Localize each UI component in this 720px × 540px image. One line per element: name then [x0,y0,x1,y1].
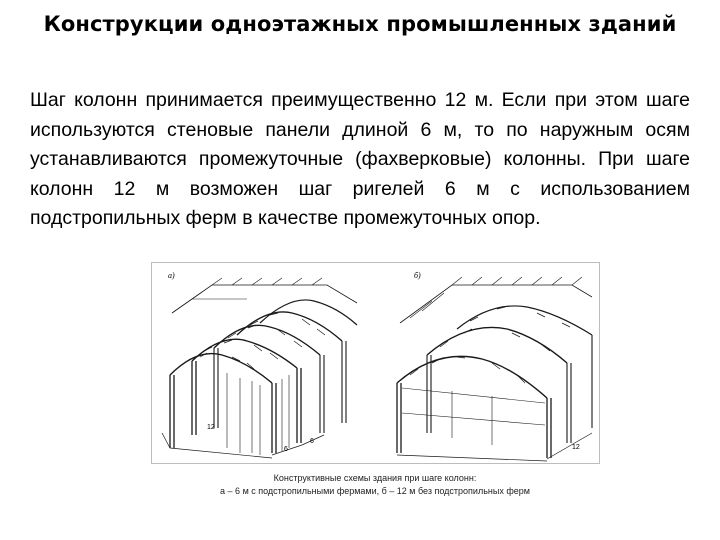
structural-schemes-figure [151,262,600,464]
caption-line-1: Конструктивные схемы здания при шаге колонн: [273,473,477,483]
dimension-6-second: 6 [310,438,314,445]
label-a: а) [168,271,175,280]
scheme-b [397,277,592,461]
figure-caption [150,472,600,498]
dimension-12-b: 12 [572,444,580,451]
label-b: б) [414,271,421,280]
dimension-6-first: 6 [284,446,288,453]
scheme-a [162,278,357,458]
structural-schemes-drawing [152,263,599,463]
slide-title: Конструкции одноэтажных промышленных зданий [43,12,677,36]
body-paragraph: Шаг колонн принимается преимущественно 12 м. Если при этом шаге используются стеновые панели длиной 6 м, то по наружным осям устанавливаются промежуточные (фахверковые) колонны. При шаге колонн 12 м возможен шаг ригелей 6 м с использованием подстропильных ферм в качестве промежуточных опор. [30,89,690,229]
dimension-12-a: 12 [207,424,215,431]
caption-line-2: а – 6 м с подстропильными фермами, б – 12 м без подстропильных ферм [220,486,530,496]
